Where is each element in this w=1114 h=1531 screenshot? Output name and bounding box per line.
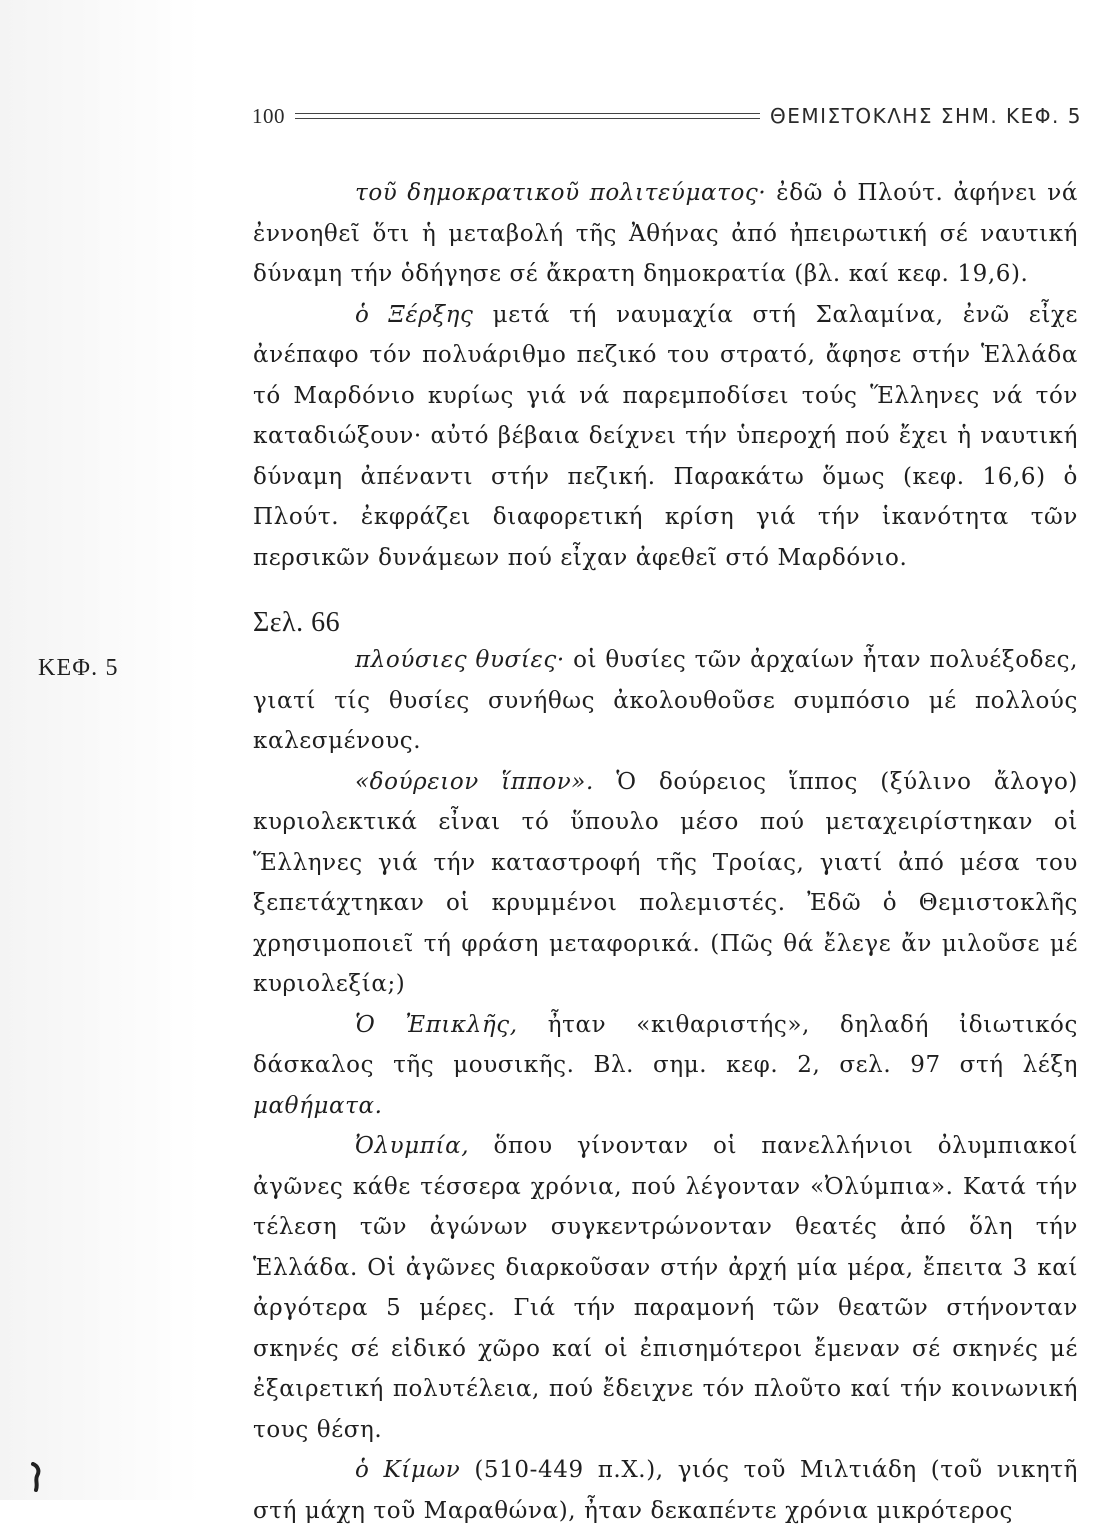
note-paragraph <box>253 640 1078 762</box>
note-text: (510-449 π.Χ.), γιός τοῦ Μιλτιάδη (τοῦ νικητῆ στή μάχη τοῦ Μαραθώνα), ἦταν δεκαπέντε χρόνια μικρότερος <box>253 1457 1078 1524</box>
note-term: «δούρειον ἵππον». <box>355 768 594 795</box>
note-paragraph <box>253 1450 1078 1531</box>
note-term: Ὀλυμπία, <box>355 1133 470 1159</box>
note-text: ἐδῶ ὁ Πλούτ. ἀφήνει νά ἐννοηθεῖ ὅτι ἡ μεταβολή τῆς Ἀθήνας ἀπό ἠπειρωτική σέ ναυτική δύναμη τήν ὁδήγησε σέ ἄκρατη δημοκρατία (βλ. καί κεφ. 19,6). <box>253 180 1078 287</box>
note-term: ὁ Ξέρξης <box>355 301 474 328</box>
note-term: ὁ Κίμων <box>355 1457 461 1483</box>
note-term: Ὁ Ἐπικλῆς, <box>355 1011 518 1038</box>
note-paragraph <box>253 1005 1078 1127</box>
note-paragraph <box>253 762 1078 1005</box>
note-text: ὅπου γίνονταν οἱ πανελλήνιοι ὀλυμπιακοί ἀγῶνες κάθε τέσσερα χρόνια, πού λέγονταν «Ὀλύμπια». Κατά τήν τέλεση τῶν ἀγώνων συγκεντρώνονταν θεατές ἀπό ὅλη τήν Ἑλλάδα. Οἱ ἀγῶνες διαρκοῦσαν στήν ἀρχή μία μέρα, ἔπειτα 3 καί ἀργότερα 5 μέρες. Γιά τήν παραμονή τῶν θεατῶν στήνονταν σκηνές σέ εἰδικό χῶρο καί οἱ ἐπισημότεροι ἔμεναν σέ σκηνές μέ ἐξαιρετική πολυτέλεια, πού ἔδειχνε τόν πλοῦτο καί τήν κοινωνική τους θέση. <box>253 1133 1078 1443</box>
header-rule <box>295 113 760 119</box>
note-paragraph <box>253 1126 1078 1450</box>
note-text: μετά τή ναυμαχία στή Σαλαμίνα, ἐνῶ εἶχε ἀνέπαφο τόν πολυάριθμο πεζικό του στρατό, ἄφησε στήν Ἑλλάδα τό Μαρδόνιο κυρίως γιά νά παρεμποδίσει τούς Ἕλληνες νά τόν καταδιώξουν· αὐτό βέβαια δείχνει τήν ὑπεροχή πού ἔχει ἡ ναυτική δύναμη ἀπέναντι στήν πεζική. Παρακάτω ὅμως (κεφ. 16,6) ὁ Πλούτ. ἐκφράζει διαφορετική κρίση γιά τήν ἱκανότητα τῶν περσικῶν δυνάμεων πού εἶχαν ἀφεθεῖ στό Μαρδόνιο. <box>253 301 1078 571</box>
ink-smudge-icon <box>30 1462 42 1492</box>
section-heading: Σελ. 66 <box>253 607 341 638</box>
note-term: πλούσιες θυσίες· <box>355 647 565 673</box>
note-text: οἱ θυσίες τῶν ἀρχαίων ἦταν πολυέξοδες, γιατί τίς θυσίες συνήθως ἀκολουθοῦσε συμπόσιο μέ πολλούς καλεσμένους. <box>253 647 1079 754</box>
note-term-inline: μαθήματα. <box>253 1092 383 1119</box>
running-header <box>252 96 1082 136</box>
note-term: τοῦ δημοκρατικοῦ πολιτεύματος· <box>355 180 767 206</box>
note-text: Ὁ δούρειος ἵππος (ξύλινο ἄλογο) κυριολεκτικά εἶναι τό ὕπουλο μέσο πού μεταχειρίστηκαν οἱ Ἕλληνες γιά τήν καταστροφή τῆς Τροίας, γιατί ἀπό μέσα του ξεπετάχτηκαν οἱ κρυμμένοι πολεμιστές. Ἐδῶ ὁ Θεμιστοκλῆς χρησιμοποιεῖ τή φράση μεταφορικά. (Πῶς θά ἔλεγε ἄν μιλοῦσε μέ κυριολεξία;) <box>253 768 1078 997</box>
text-block-top <box>253 173 1078 578</box>
text-block-bottom <box>253 640 1078 1531</box>
chapter-margin-note: ΚΕΦ. 5 <box>38 655 119 681</box>
page-number: 100 <box>252 103 285 128</box>
running-title: ΘΕΜΙΣΤΟΚΛΗΣ ΣΗΜ. ΚΕΦ. 5 <box>769 104 1082 128</box>
note-paragraph <box>253 173 1078 295</box>
note-text: ἦταν «κιθαριστής», δηλαδή ἰδιωτικός δάσκαλος τῆς μουσικῆς. Βλ. σημ. κεφ. 2, σελ. 97 στή λέξη <box>253 1011 1078 1078</box>
note-paragraph <box>253 295 1078 579</box>
